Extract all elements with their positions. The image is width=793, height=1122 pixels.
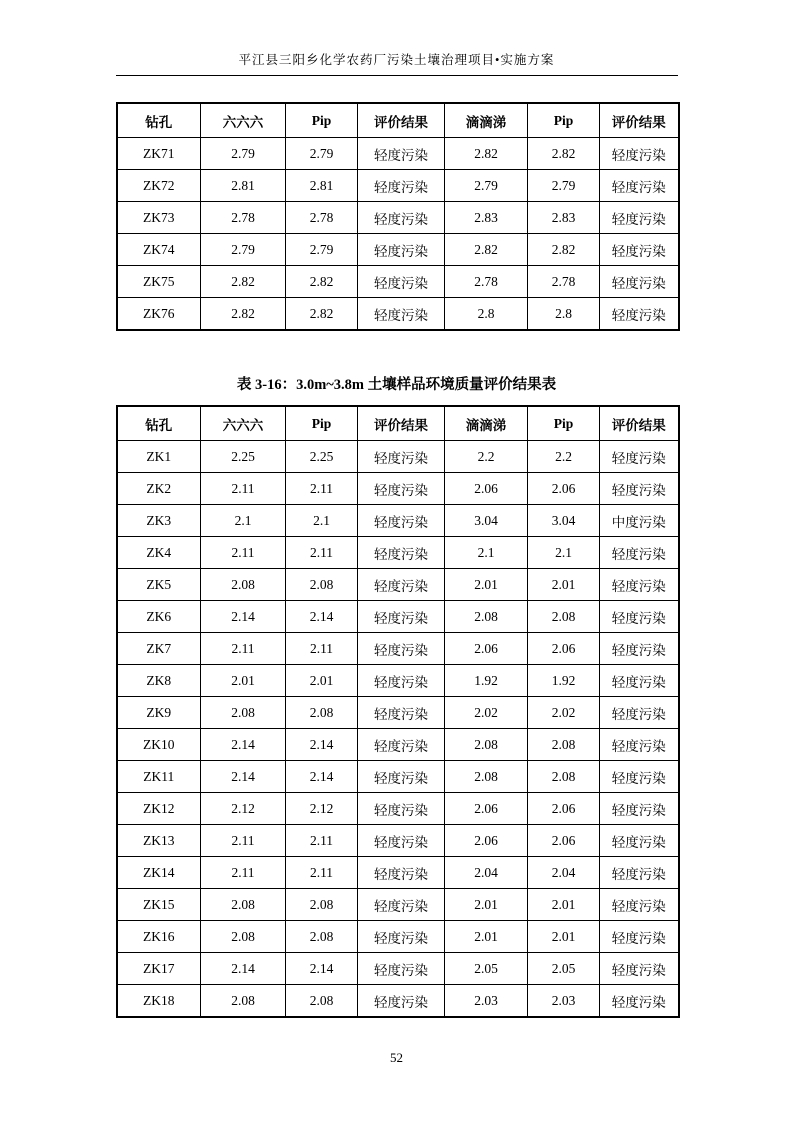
table-cell: 2.14 xyxy=(201,729,286,761)
table-cell: 2.08 xyxy=(528,761,600,793)
table-cell: 2.11 xyxy=(286,473,358,505)
table-cell: 2.79 xyxy=(286,234,358,266)
table-cell: 2.04 xyxy=(445,857,528,889)
table-cell: 轻度污染 xyxy=(600,202,679,234)
table-row xyxy=(117,889,679,921)
table-cell: 2.08 xyxy=(445,761,528,793)
column-header: 评价结果 xyxy=(358,406,445,441)
table-cell: 2.05 xyxy=(528,953,600,985)
table-cell: 2.06 xyxy=(445,793,528,825)
table-cell: 2.1 xyxy=(445,537,528,569)
table-row xyxy=(117,202,679,234)
column-header: 滴滴涕 xyxy=(445,406,528,441)
table-cell: ZK9 xyxy=(117,697,201,729)
table-row xyxy=(117,601,679,633)
page-content xyxy=(116,102,678,1018)
table-cell: 2.08 xyxy=(286,569,358,601)
table-cell: 2.14 xyxy=(286,761,358,793)
table-cell: 2.81 xyxy=(201,170,286,202)
table-cell: 2.11 xyxy=(201,825,286,857)
table-cell: 轻度污染 xyxy=(358,633,445,665)
table-cell: 轻度污染 xyxy=(358,202,445,234)
table-cell: 2.83 xyxy=(528,202,600,234)
table-cell: 轻度污染 xyxy=(600,825,679,857)
table-row xyxy=(117,761,679,793)
table-cell: 2.11 xyxy=(201,857,286,889)
table-row xyxy=(117,569,679,601)
table-row xyxy=(117,537,679,569)
column-header: 钻孔 xyxy=(117,103,201,138)
table-cell: 2.12 xyxy=(286,793,358,825)
table-cell: 2.82 xyxy=(286,266,358,298)
table-cell: 中度污染 xyxy=(600,505,679,537)
table-cell: 2.01 xyxy=(445,569,528,601)
table-cell: 轻度污染 xyxy=(358,825,445,857)
table-cell: 轻度污染 xyxy=(600,793,679,825)
table-cell: 轻度污染 xyxy=(358,889,445,921)
table-cell: 轻度污染 xyxy=(358,473,445,505)
table1-wrapper xyxy=(116,102,678,331)
table-cell: 轻度污染 xyxy=(600,138,679,170)
table-cell: ZK73 xyxy=(117,202,201,234)
table-cell: 1.92 xyxy=(528,665,600,697)
table-cell: 2.14 xyxy=(201,761,286,793)
table-cell: 轻度污染 xyxy=(600,298,679,331)
table-cell: 2.03 xyxy=(445,985,528,1018)
table-cell: 2.08 xyxy=(201,569,286,601)
table-row xyxy=(117,441,679,473)
table-cell: 2.1 xyxy=(528,537,600,569)
table-cell: 2.78 xyxy=(201,202,286,234)
table-cell: 2.02 xyxy=(528,697,600,729)
table-row xyxy=(117,665,679,697)
column-header: Pip xyxy=(528,103,600,138)
table-cell: ZK16 xyxy=(117,921,201,953)
table-cell: 轻度污染 xyxy=(358,697,445,729)
table-cell: 轻度污染 xyxy=(358,729,445,761)
table-row xyxy=(117,505,679,537)
table-cell: 2.12 xyxy=(201,793,286,825)
table-cell: 2.05 xyxy=(445,953,528,985)
table-cell: 轻度污染 xyxy=(358,665,445,697)
table-header-row xyxy=(117,103,679,138)
table-cell: 轻度污染 xyxy=(358,761,445,793)
table-cell: 2.79 xyxy=(201,234,286,266)
table-row xyxy=(117,729,679,761)
table-cell: ZK72 xyxy=(117,170,201,202)
table-cell: 轻度污染 xyxy=(600,441,679,473)
table-cell: 2.03 xyxy=(528,985,600,1018)
table-cell: ZK15 xyxy=(117,889,201,921)
table-cell: 轻度污染 xyxy=(358,298,445,331)
table-cell: 2.11 xyxy=(201,633,286,665)
table-cell: 轻度污染 xyxy=(600,601,679,633)
table-cell: 轻度污染 xyxy=(600,266,679,298)
table-cell: 2.06 xyxy=(528,825,600,857)
table-cell: 2.79 xyxy=(528,170,600,202)
table-cell: 2.08 xyxy=(286,985,358,1018)
column-header: Pip xyxy=(286,406,358,441)
table-cell: 2.82 xyxy=(286,298,358,331)
table-header-row xyxy=(117,406,679,441)
table-cell: 1.92 xyxy=(445,665,528,697)
table-row xyxy=(117,234,679,266)
table-cell: 轻度污染 xyxy=(600,985,679,1018)
table-cell: 2.79 xyxy=(201,138,286,170)
table-cell: 2.08 xyxy=(286,889,358,921)
table-cell: 轻度污染 xyxy=(600,633,679,665)
table-cell: 轻度污染 xyxy=(600,889,679,921)
table-cell: 2.01 xyxy=(445,921,528,953)
table-cell: ZK4 xyxy=(117,537,201,569)
table-cell: 轻度污染 xyxy=(358,266,445,298)
table-cell: 2.11 xyxy=(286,537,358,569)
table-cell: 轻度污染 xyxy=(358,921,445,953)
table-cell: 轻度污染 xyxy=(600,234,679,266)
page-header-title: 平江县三阳乡化学农药厂污染土壤治理项目•实施方案 xyxy=(116,50,678,76)
table-cell: ZK75 xyxy=(117,266,201,298)
table-row xyxy=(117,857,679,889)
table-row xyxy=(117,793,679,825)
table-row xyxy=(117,633,679,665)
table-cell: 轻度污染 xyxy=(358,857,445,889)
table-cell: 轻度污染 xyxy=(358,985,445,1018)
table-cell: 2.82 xyxy=(201,298,286,331)
table-cell: 2.25 xyxy=(286,441,358,473)
table-cell: 轻度污染 xyxy=(358,138,445,170)
table-row xyxy=(117,138,679,170)
column-header: 评价结果 xyxy=(600,406,679,441)
table-cell: 2.82 xyxy=(445,234,528,266)
table-cell: 2.06 xyxy=(528,633,600,665)
table-row xyxy=(117,298,679,331)
table-cell: 2.08 xyxy=(201,697,286,729)
table-cell: 2.79 xyxy=(286,138,358,170)
table-cell: 2.11 xyxy=(286,857,358,889)
table-cell: ZK1 xyxy=(117,441,201,473)
table-cell: 2.14 xyxy=(201,601,286,633)
table-cell: 2.2 xyxy=(528,441,600,473)
table-row xyxy=(117,985,679,1018)
table-cell: 2.2 xyxy=(445,441,528,473)
table-cell: 2.11 xyxy=(286,633,358,665)
table-row xyxy=(117,266,679,298)
table-cell: ZK11 xyxy=(117,761,201,793)
table-cell: 2.08 xyxy=(528,729,600,761)
table-cell: 轻度污染 xyxy=(600,537,679,569)
table-cell: 轻度污染 xyxy=(600,697,679,729)
page-footer xyxy=(0,1050,793,1066)
table-cell: 轻度污染 xyxy=(358,537,445,569)
table-cell: 2.06 xyxy=(445,473,528,505)
table-cell: 2.06 xyxy=(528,473,600,505)
table-cell: 2.08 xyxy=(201,985,286,1018)
table-cell: 2.8 xyxy=(528,298,600,331)
table-cell: 2.08 xyxy=(286,921,358,953)
table-cell: 轻度污染 xyxy=(600,569,679,601)
table-cell: ZK13 xyxy=(117,825,201,857)
table-row xyxy=(117,473,679,505)
table-cell: 轻度污染 xyxy=(358,793,445,825)
table-cell: 轻度污染 xyxy=(600,729,679,761)
table-cell: ZK14 xyxy=(117,857,201,889)
table-cell: 轻度污染 xyxy=(358,569,445,601)
table-cell: 2.01 xyxy=(201,665,286,697)
table-cell: 2.06 xyxy=(528,793,600,825)
table-cell: 轻度污染 xyxy=(358,170,445,202)
table-cell: 2.02 xyxy=(445,697,528,729)
table-cell: 2.78 xyxy=(445,266,528,298)
table-cell: 轻度污染 xyxy=(358,441,445,473)
column-header: 六六六 xyxy=(201,103,286,138)
table-cell: 轻度污染 xyxy=(358,601,445,633)
table-cell: 2.83 xyxy=(445,202,528,234)
table-cell: 轻度污染 xyxy=(358,953,445,985)
table-cell: 2.01 xyxy=(286,665,358,697)
column-header: Pip xyxy=(528,406,600,441)
table-cell: 轻度污染 xyxy=(600,170,679,202)
table-cell: 2.81 xyxy=(286,170,358,202)
table-row xyxy=(117,170,679,202)
table-cell: ZK7 xyxy=(117,633,201,665)
table-row xyxy=(117,953,679,985)
table-cell: 2.14 xyxy=(286,601,358,633)
table-cell: 轻度污染 xyxy=(600,921,679,953)
table-cell: ZK71 xyxy=(117,138,201,170)
page-header xyxy=(0,0,793,76)
soil-eval-table-zk71-zk76 xyxy=(116,102,680,331)
table-cell: 2.78 xyxy=(528,266,600,298)
table-cell: 2.25 xyxy=(201,441,286,473)
table-row xyxy=(117,697,679,729)
table-cell: 2.08 xyxy=(445,729,528,761)
column-header: 六六六 xyxy=(201,406,286,441)
table-cell: 2.82 xyxy=(201,266,286,298)
table-cell: 2.8 xyxy=(445,298,528,331)
table-cell: 轻度污染 xyxy=(358,234,445,266)
table-cell: 轻度污染 xyxy=(600,761,679,793)
table-cell: 3.04 xyxy=(445,505,528,537)
table-cell: 2.08 xyxy=(201,921,286,953)
table-cell: ZK12 xyxy=(117,793,201,825)
table2-caption: 表 3-16：3.0m~3.8m 土壤样品环境质量评价结果表 xyxy=(236,377,557,393)
column-header: 评价结果 xyxy=(358,103,445,138)
table-row xyxy=(117,921,679,953)
table-cell: 2.08 xyxy=(201,889,286,921)
table-cell: 轻度污染 xyxy=(600,473,679,505)
table-cell: ZK8 xyxy=(117,665,201,697)
table-cell: ZK6 xyxy=(117,601,201,633)
table-cell: 2.82 xyxy=(528,234,600,266)
table-cell: 2.08 xyxy=(528,601,600,633)
table-cell: 2.14 xyxy=(201,953,286,985)
table-cell: 2.14 xyxy=(286,953,358,985)
table-cell: 2.08 xyxy=(445,601,528,633)
column-header: 评价结果 xyxy=(600,103,679,138)
table-cell: 2.01 xyxy=(528,921,600,953)
table-cell: 2.1 xyxy=(286,505,358,537)
table-cell: 2.11 xyxy=(286,825,358,857)
column-header: Pip xyxy=(286,103,358,138)
table-cell: 2.82 xyxy=(528,138,600,170)
table-cell: 2.11 xyxy=(201,473,286,505)
table-cell: ZK5 xyxy=(117,569,201,601)
table-cell: 3.04 xyxy=(528,505,600,537)
soil-eval-table-3m-zk1-zk18 xyxy=(116,405,680,1018)
table-cell: ZK74 xyxy=(117,234,201,266)
table-cell: 2.08 xyxy=(286,697,358,729)
table-cell: 2.04 xyxy=(528,857,600,889)
table-cell: 2.11 xyxy=(201,537,286,569)
table-cell: 2.01 xyxy=(445,889,528,921)
table-cell: ZK76 xyxy=(117,298,201,331)
column-header: 滴滴涕 xyxy=(445,103,528,138)
table-cell: 轻度污染 xyxy=(600,857,679,889)
table-cell: 2.82 xyxy=(445,138,528,170)
table-cell: 轻度污染 xyxy=(358,505,445,537)
table-cell: 2.01 xyxy=(528,569,600,601)
table-cell: ZK18 xyxy=(117,985,201,1018)
page-number: 52 xyxy=(390,1050,403,1065)
table-cell: 2.14 xyxy=(286,729,358,761)
table-cell: ZK17 xyxy=(117,953,201,985)
table-cell: ZK3 xyxy=(117,505,201,537)
table-cell: 2.78 xyxy=(286,202,358,234)
table-cell: 2.79 xyxy=(445,170,528,202)
table-cell: 轻度污染 xyxy=(600,665,679,697)
column-header: 钻孔 xyxy=(117,406,201,441)
table-cell: 2.01 xyxy=(528,889,600,921)
table-cell: 2.06 xyxy=(445,633,528,665)
table-cell: ZK2 xyxy=(117,473,201,505)
table-row xyxy=(117,825,679,857)
table-cell: 2.06 xyxy=(445,825,528,857)
table-cell: 轻度污染 xyxy=(600,953,679,985)
table-cell: ZK10 xyxy=(117,729,201,761)
table-cell: 2.1 xyxy=(201,505,286,537)
